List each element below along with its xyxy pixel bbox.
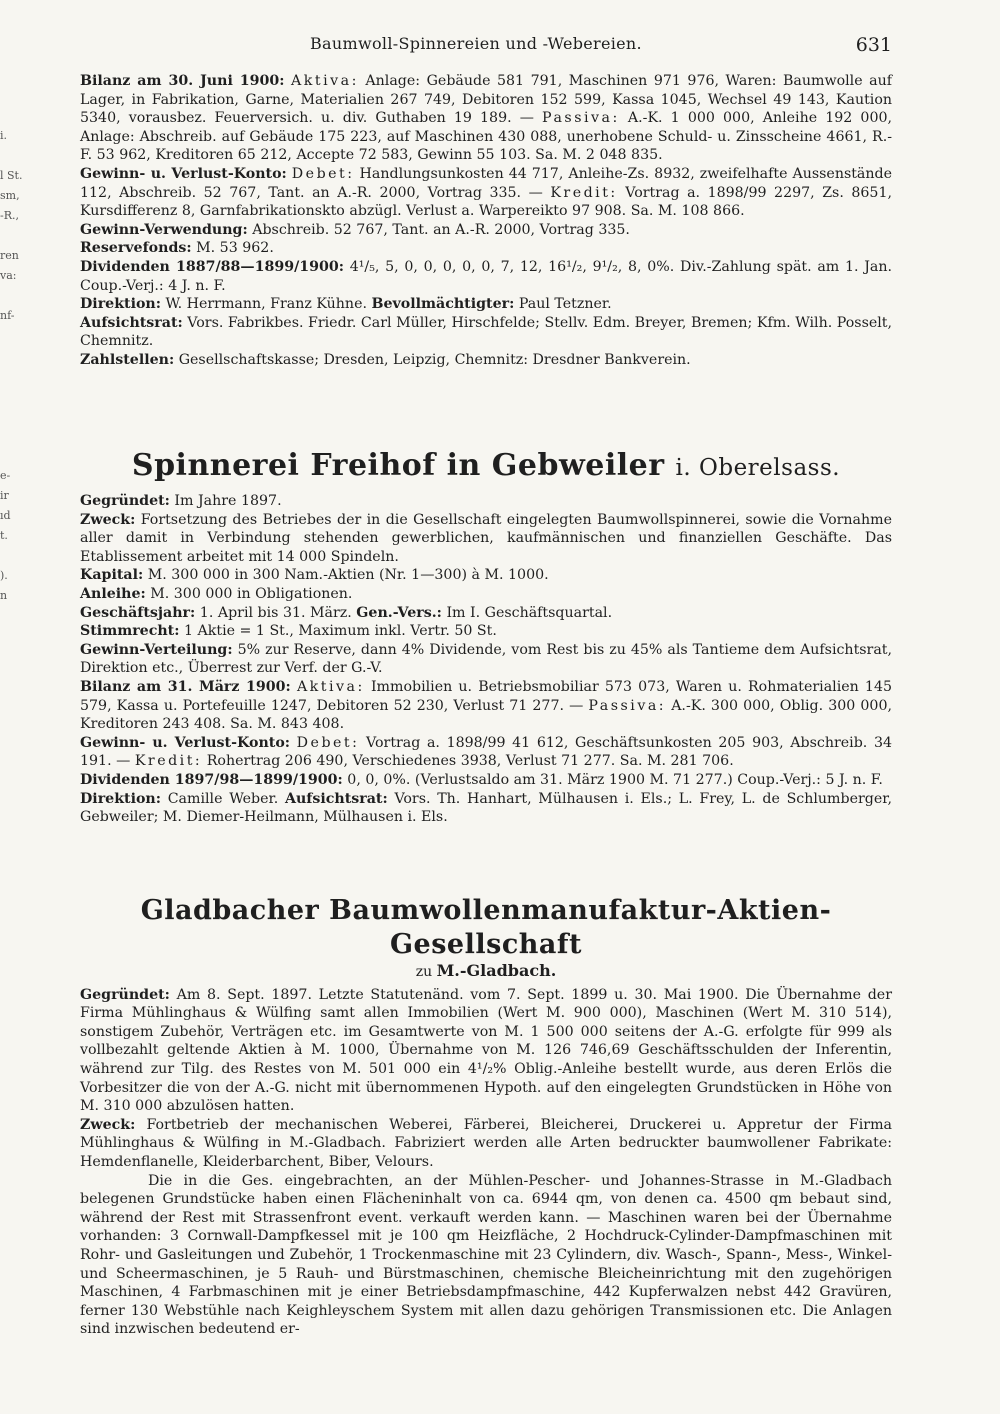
margin-fragment: nf- — [0, 309, 15, 322]
freihof-debet-label: Debet: — [296, 734, 360, 751]
gladbacher-title: Gladbacher Baumwollenmanufaktur-Aktien-Gesellschaft — [140, 895, 832, 960]
prev-dir-label: Direktion: — [80, 296, 161, 313]
freihof-guv-text1: Vortrag a. 1898/99 41 612, Geschäftsunkosten 205 903, Abschreib. 34 191. — — [80, 734, 892, 770]
prev-zs-text: Gesellschaftskasse; Dresden, Leipzig, Chemnitz: Dresdner Bankverein. — [178, 351, 691, 368]
freihof-kapital-label: Kapital: — [80, 567, 144, 584]
page-header — [0, 34, 1000, 58]
gladbacher-zweck-text: Fortbetrieb der mechanischen Weberei, Färberei, Bleicherei, Druckerei u. Appretur der Firma Mühlinghaus & Wülfing in M.-Gladbach. Fabriziert werden alle Arten bedruckter baumwollener Fabrikate: Hemdenflanelle, Kleiderbarchent, Biber, Velours. — [80, 1116, 892, 1170]
freihof-zweck — [80, 511, 892, 567]
freihof-guv — [80, 734, 892, 771]
margin-fragment — [0, 426, 24, 446]
freihof-aktiva-label: Aktiva: — [296, 678, 365, 695]
gladbacher-subtitle — [80, 962, 892, 982]
freihof-ar-label: Aufsichtsrat: — [284, 790, 388, 807]
prev-kredit-label: Kredit: — [550, 184, 618, 201]
prev-debet-label: Debet: — [291, 165, 355, 182]
margin-fragment — [0, 346, 24, 366]
freihof-stimmrecht — [80, 622, 892, 641]
freihof-div-text: 0, 0, 0%. (Verlustsaldo am 31. März 1900 M. 71 277.) Coup.-Verj.: 5 J. n. F. — [347, 771, 883, 788]
freihof-genvers-text: Im I. Geschäftsquartal. — [446, 604, 613, 621]
freihof-anleihe-label: Anleihe: — [80, 585, 146, 602]
freihof-gewinn-verteilung — [80, 641, 892, 678]
prev-gv-label: Gewinn-Verwendung: — [80, 221, 248, 238]
gladbacher-section — [80, 894, 892, 1339]
freihof-gewv-label: Gewinn-Verteilung: — [80, 641, 233, 658]
margin-fragment: t. — [0, 529, 8, 542]
gladbacher-subtitle-place: M.-Gladbach. — [436, 961, 557, 980]
prev-ar-text: Vors. Fabrikbes. Friedr. Carl Müller, Hirschfelde; Stellv. Edm. Breyer, Bremen; Kfm. Wilh. Posselt, Chemnitz. — [80, 314, 892, 350]
freihof-gj-text: 1. April bis 31. März. — [199, 604, 352, 621]
gladbacher-zweck — [80, 1116, 892, 1172]
margin-fragment: -R., — [0, 209, 19, 222]
freihof-gegr-text: Im Jahre 1897. — [174, 493, 282, 509]
left-margin-fragments — [0, 86, 24, 606]
freihof-anleihe-text: M. 300 000 in Obligationen. — [150, 585, 353, 602]
prev-bev-text: Paul Tetzner. — [518, 296, 612, 313]
freihof-dir-text: Camille Weber. — [167, 790, 279, 807]
margin-fragment: i. — [0, 129, 8, 142]
margin-fragment: ıd — [0, 509, 11, 522]
margin-fragment — [0, 326, 24, 346]
prev-bilanz-text1: Anlage: Gebäude 581 791, Maschinen 971 976, Waren: Baumwolle auf Lager, in Fabrikation, Garne, Materialien 267 749, Debitoren 152 599, Kassa 1045, Wechsel 49 143, Kaution 5340, vorausbez. Feuerversich. u. div. Guthaben 19 189. — — [80, 73, 892, 127]
margin-fragment — [0, 226, 24, 246]
freihof-gegruendet — [80, 492, 892, 511]
freihof-kapital-text: M. 300 000 in 300 Nam.-Aktien (Nr. 1—300) à M. 1000. — [147, 567, 549, 584]
freihof-genvers-label: Gen.-Vers.: — [356, 604, 442, 621]
prev-company-section — [80, 72, 892, 370]
margin-fragment: ). — [0, 569, 8, 582]
margin-fragment: n — [0, 589, 8, 602]
prev-guv-label: Gewinn- u. Verlust-Konto: — [80, 165, 287, 182]
freihof-passiva-label: Passiva: — [588, 697, 667, 714]
freihof-kapital — [80, 566, 892, 585]
prev-zahlstellen — [80, 351, 892, 370]
freihof-bilanz-label: Bilanz am 31. März 1900: — [80, 678, 291, 695]
margin-fragment: ir — [0, 489, 9, 502]
freihof-gewv-text: 5% zur Reserve, dann 4% Dividende, vom Rest bis zu 45% als Tantieme dem Aufsichtsrat, Direktion etc., Überrest zur Verf. der G.-V. — [80, 641, 892, 677]
freihof-bilanz-text2: A.-K. 300 000, Oblig. 300 000, Kreditoren 243 408. Sa. M. 843 408. — [80, 697, 892, 733]
margin-fragment — [0, 546, 24, 566]
freihof-guv-text2: Rohertrag 206 490, Verschiedenes 3938, Verlust 71 277. Sa. M. 281 706. — [206, 753, 734, 770]
freihof-zweck-text: Fortsetzung des Betriebes der in die Gesellschaft eingelegten Baumwollspinnerei, sowie die Vornahme aller damit in Verbindung stehenden gewerblichen, kaufmännischen und finanziellen Geschäfte. Das Etablissement arbeitet mit 14 000 Spindeln. — [80, 511, 892, 565]
margin-fragment: va: — [0, 269, 17, 282]
freihof-dividenden — [80, 771, 892, 790]
freihof-title-main: Spinnerei Freihof in Gebweiler — [131, 448, 665, 483]
prev-bilanz — [80, 72, 892, 165]
gladbacher-gegruendet — [80, 986, 892, 1116]
margin-fragment: ren — [0, 249, 19, 262]
margin-fragment: e- — [0, 469, 11, 482]
freihof-guv-label: Gewinn- u. Verlust-Konto: — [80, 734, 291, 751]
freihof-section — [80, 446, 892, 827]
margin-fragment — [0, 386, 24, 406]
prev-bev-label: Bevollmächtigter: — [371, 296, 515, 313]
margin-fragment — [0, 406, 24, 426]
freihof-geschaeftsjahr — [80, 604, 892, 623]
gladbacher-subtitle-prefix: zu — [415, 964, 433, 980]
prev-rf-label: Reservefonds: — [80, 240, 192, 257]
freihof-bilanz-text1: Immobilien u. Betriebsmobiliar 573 073, Waren u. Rohmaterialien 145 579, Kassa u. Portefeuille 1247, Debitoren 52 230, Verlust 71 277. — — [80, 678, 893, 714]
prev-bilanz-label: Bilanz am 30. Juni 1900: — [80, 73, 285, 89]
gladbacher-gegr-text: Am 8. Sept. 1897. Letzte Statutenänd. vom 7. Sept. 1899 u. 30. Mai 1900. Die Übernahme der Firma Mühlinghaus & Wülfing samt allen Immobilien (Wert M. 900 000), Maschinen (Wert M. 310 514), sonstigem Zubehör, Verträgen etc. im Gesamtwerte von M. 1 500 000 seitens der A.-G. erfolgte für 999 als vollbezahlt geltende Aktien à M. 1000, Übernahme von M. 126 746,69 Geschäftsschulden der Inferentin, während zur Tilg. des Restes von M. 501 000 ein 4¹/₂% Oblig.-Anleihe bestellt wurde, aus deren Erlös die Vorbesitzer die von der A.-G. nicht mit übernommenen Hypoth. auf den eingelegten Grundstücken in Höhe von M. 310 000 abzulösen hatten. — [80, 986, 892, 1115]
margin-fragment: sm, — [0, 189, 20, 202]
freihof-bilanz — [80, 678, 892, 734]
prev-dividenden — [80, 258, 892, 295]
prev-zs-label: Zahlstellen: — [80, 351, 175, 368]
freihof-kredit-label: Kredit: — [134, 753, 203, 770]
margin-fragment — [0, 86, 24, 106]
prev-direktion — [80, 295, 892, 314]
gladbacher-zweck-label: Zweck: — [80, 1116, 136, 1133]
freihof-stimm-label: Stimmrecht: — [80, 623, 180, 640]
freihof-anleihe — [80, 585, 892, 604]
freihof-dir-label: Direktion: — [80, 790, 161, 807]
prev-passiva-label: Passiva: — [542, 110, 620, 127]
margin-fragment — [0, 286, 24, 306]
prev-bilanz-text2: A.-K. 1 000 000, Anleihe 192 000, Anlage: Abschreib. auf Gebäude 175 223, auf Maschinen 430 088, unerhobene Schuld- u. Zinsscheine 4661, R.-F. 53 962, Kreditoren 65 212, Accepte 72 583, Gewinn 55 103. Sa. M. 2 048 835. — [80, 110, 893, 164]
prev-gewinn-verwendung — [80, 221, 892, 240]
page-number: 631 — [855, 34, 892, 56]
freihof-zweck-label: Zweck: — [80, 511, 136, 528]
prev-ar-label: Aufsichtsrat: — [80, 314, 183, 331]
gladbacher-paragraph: Die in die Ges. eingebrachten, an der Mühlen-Pescher- und Johannes-Strasse in M.-Gladbach belegenen Grundstücke haben einen Flächeninhalt von ca. 6944 qm, von denen ca. 4500 qm bebaut sind, während der Rest mit Strassenfront event. verkauft werden kann. — Maschinen waren bei der Übernahme vorhanden: 3 Cornwall-Dampfkessel mit je 100 qm Heizfläche, 2 Hochdruck-Cylinder-Dampfmaschinen mit Rohr- und Gasleitungen und Zubehör, 1 Trockenmaschine mit 23 Cylindern, div. Wasch-, Spann-, Mess-, Winkel- und Scheermaschinen, je 5 Rauh- und Bürstmaschinen, chemische Bleicheinrichtung mit den zugehörigen Maschinen, 4 Farbmaschinen mit je einer Betriebsdampfmaschine, 442 Kupferwalzen nebst 442 Gravüren, ferner 130 Webstühle nach Keighleyschem System mit allen dazu gehörigen Transmissionen etc. Die Anlagen sind inzwischen bedeutend er- — [80, 1172, 892, 1338]
prev-guv — [80, 165, 892, 221]
running-title: Baumwoll-Spinnereien und -Webereien. — [310, 34, 642, 53]
freihof-stimm-text: 1 Aktie = 1 St., Maximum inkl. Vertr. 50 St. — [183, 623, 497, 640]
prev-guv-text2: Vortrag a. 1898/99 2297, Zs. 8651, Kursdifferenz 8, Garnfabrikationskto abzügl. Verlust a. Warpereikto 97 908. Sa. M. 108 866. — [80, 184, 892, 220]
prev-div-text: 4¹/₅, 5, 0, 0, 0, 0, 0, 7, 12, 16¹/₂, 9¹/₂, 8, 0%. Div.-Zahlung spät. am 1. Jan. Coup.-Verj.: 4 J. n. F. — [80, 258, 893, 294]
gladbacher-gegr-label: Gegründet: — [80, 986, 170, 1003]
freihof-title — [80, 446, 892, 488]
freihof-ar-text: Vors. Th. Hanhart, Mülhausen i. Els.; L. Frey, L. de Schlumberger, Gebweiler; M. Diemer-Heilmann, Mülhausen i. Els. — [80, 790, 892, 826]
margin-fragment — [0, 146, 24, 166]
freihof-title-rest: i. Oberelsass. — [675, 455, 841, 481]
prev-guv-text1: Handlungsunkosten 44 717, Anleihe-Zs. 8932, zweifelhafte Aussenstände 112, Abschreib. 52 767, Tant. an A.-R. 2000, Vortrag 335. — — [80, 165, 893, 201]
freihof-direktion — [80, 790, 892, 827]
margin-fragment — [0, 106, 24, 126]
prev-dir-text: W. Herrmann, Franz Kühne. — [165, 296, 367, 313]
prev-rf-text: M. 53 962. — [196, 240, 274, 257]
margin-fragment — [0, 446, 24, 466]
freihof-div-label: Dividenden 1897/98—1899/1900: — [80, 771, 343, 788]
prev-aktiva-label: Aktiva: — [291, 73, 359, 89]
prev-gv-text: Abschreib. 52 767, Tant. an A.-R. 2000, Vortrag 335. — [252, 221, 630, 238]
margin-fragment — [0, 366, 24, 386]
freihof-gegr-label: Gegründet: — [80, 493, 170, 509]
prev-aufsichtsrat — [80, 314, 892, 351]
prev-reservefonds — [80, 239, 892, 258]
margin-fragment: l St. — [0, 169, 23, 182]
freihof-gj-label: Geschäftsjahr: — [80, 604, 196, 621]
prev-div-label: Dividenden 1887/88—1899/1900: — [80, 258, 344, 275]
